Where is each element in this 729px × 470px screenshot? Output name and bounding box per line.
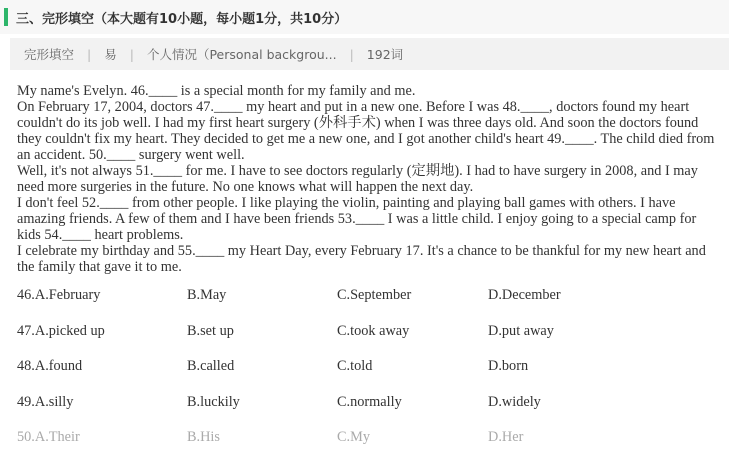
option-d[interactable]: D.widely: [488, 393, 541, 410]
option-c[interactable]: C.normally: [337, 393, 402, 410]
passage-paragraph: I don't feel 52.____ from other people. I like playing the violin, painting and playing ball games with others. I have amazing friends. A few of them and I have been friends 53.____ I was a little child. I enjoy going to a special camp for kids 54.____ heart problems.: [17, 195, 697, 243]
question-row: [17, 358, 717, 394]
option-a[interactable]: 46.A.February: [17, 287, 101, 303]
word-count-tag: 192词: [366, 47, 404, 62]
option-b[interactable]: B.luckily: [187, 393, 240, 410]
passage-paragraph: On February 17, 2004, doctors 47.____ my heart and put in a new one. Before I was 48.____, doctors found my heart couldn't do its job well. I had my first heart surgery (外科手术) when I was three days old. And soon the doctors found they couldn't fix my heart. They decided to get me a new one, and I got another child's heart 49.____. The child died from an accident. 50.____ surgery went well.: [17, 99, 715, 163]
option-b[interactable]: B.His: [187, 429, 220, 445]
section-title: 三、完形填空（本大题有10小题，每小题1分，共10分）: [16, 11, 348, 27]
option-d[interactable]: D.Her: [488, 429, 524, 445]
option-b[interactable]: B.called: [187, 358, 235, 374]
option-c[interactable]: C.My: [337, 429, 370, 445]
option-c[interactable]: C.took away: [337, 322, 410, 339]
question-row: [17, 323, 717, 359]
passage-paragraph: My name's Evelyn. 46.____ is a special month for my family and me.: [17, 83, 416, 99]
question-row: [17, 429, 717, 465]
answer-options: [17, 287, 717, 465]
section-accent-bar: [4, 8, 8, 26]
option-a[interactable]: 49.A.silly: [17, 393, 74, 410]
meta-divider: |: [349, 46, 354, 62]
passage: [17, 83, 717, 275]
option-d[interactable]: D.born: [488, 358, 529, 374]
difficulty-tag[interactable]: 易: [104, 47, 117, 62]
option-d[interactable]: D.December: [488, 287, 561, 303]
option-b[interactable]: B.May: [187, 287, 227, 303]
question-type-tag[interactable]: 完形填空: [24, 47, 75, 62]
meta-divider: |: [129, 46, 134, 62]
meta-divider: |: [87, 46, 92, 62]
option-a[interactable]: 47.A.picked up: [17, 322, 105, 339]
passage-paragraph: I celebrate my birthday and 55.____ my Heart Day, every February 17. It's a chance to be thankful for my new heart and the family that gave it to me.: [17, 243, 706, 275]
option-a[interactable]: 48.A.found: [17, 358, 83, 374]
question-row: [17, 287, 717, 323]
option-b[interactable]: B.set up: [187, 322, 234, 339]
section-header: [0, 0, 729, 34]
topic-tag[interactable]: 个人情况（Personal backgrou...: [146, 47, 337, 62]
question-row: [17, 394, 717, 430]
passage-paragraph: Well, it's not always 51.____ for me. I have to see doctors regularly (定期地). I had to have surgery in 2008, and I may need more surgeries in the future. No one knows what will happen the next day.: [17, 163, 698, 195]
option-d[interactable]: D.put away: [488, 322, 554, 339]
question-meta-bar: [10, 38, 729, 70]
option-c[interactable]: C.told: [337, 358, 373, 374]
option-c[interactable]: C.September: [337, 287, 412, 303]
option-a[interactable]: 50.A.Their: [17, 429, 80, 445]
